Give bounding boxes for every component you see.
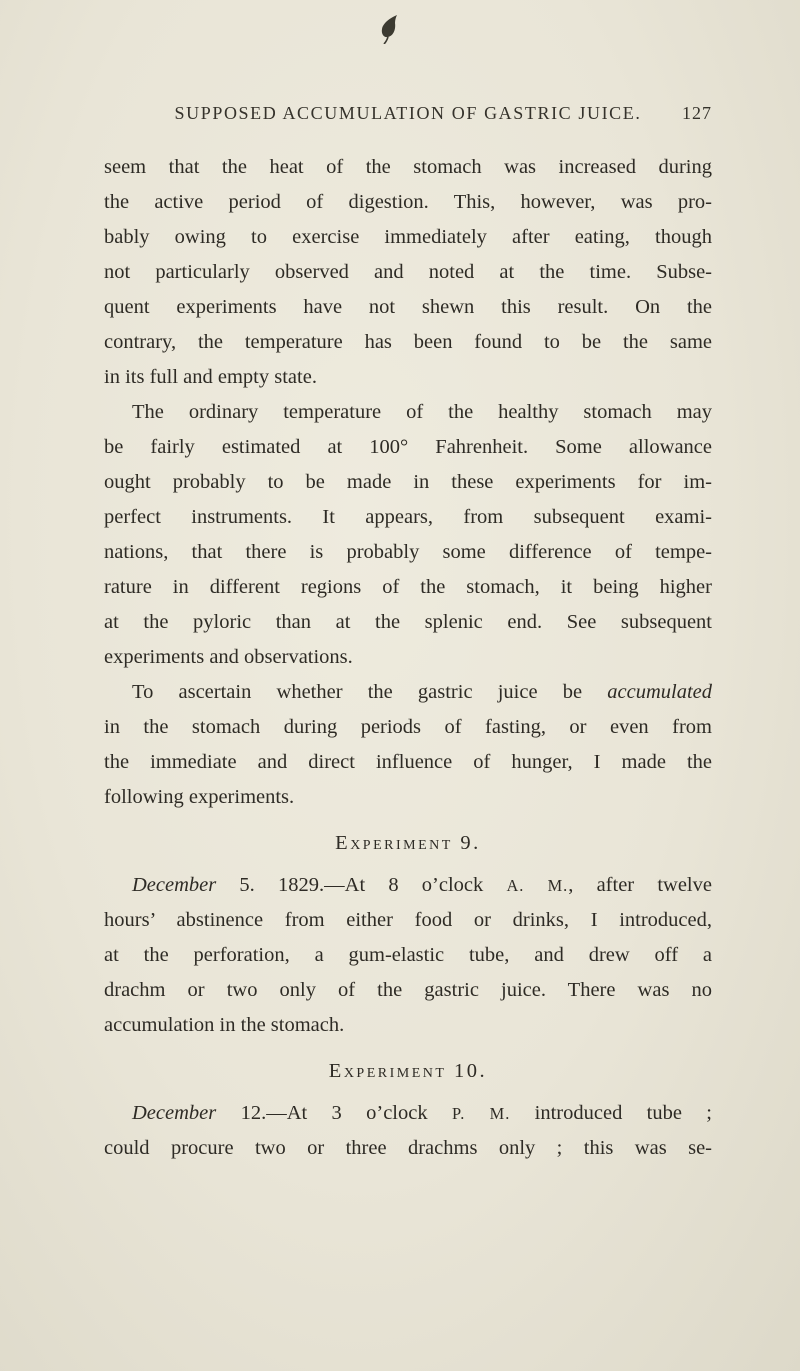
text-segment: , after twelve: [568, 874, 712, 896]
text-line: [104, 185, 712, 220]
text-line: [104, 360, 712, 395]
running-header-title: SUPPOSED ACCUMULATION OF GASTRIC JUICE.: [174, 103, 642, 123]
text-segment: drachm or two only of the gastric juice. There was no: [104, 979, 712, 1001]
text-segment: at the pyloric than at the splenic end. See subsequent: [104, 611, 712, 633]
text-segment: December: [132, 1102, 217, 1124]
text-segment: accumulated: [607, 681, 712, 703]
body-text: [104, 150, 712, 1166]
text-line: [104, 255, 712, 290]
text-segment: at the perforation, a gum-elastic tube, and drew off a: [104, 944, 712, 966]
text-segment: following experiments.: [104, 786, 295, 808]
text-line: [104, 1096, 712, 1131]
text-segment: ought probably to be made in these experiments for im-: [104, 471, 712, 493]
text-segment: rature in different regions of the stomach, it being higher: [104, 576, 712, 598]
text-line: [104, 710, 712, 745]
text-line: [104, 780, 712, 815]
text-segment: experiments and observations.: [104, 646, 353, 668]
experiment-heading: [104, 826, 712, 861]
text-line: [104, 605, 712, 640]
text-line: [104, 465, 712, 500]
text-line: [104, 325, 712, 360]
text-line: [104, 903, 712, 938]
text-segment: not particularly observed and noted at the time. Subse-: [104, 261, 712, 283]
text-line: [104, 535, 712, 570]
text-line: [104, 220, 712, 255]
text-segment: December: [132, 874, 217, 896]
text-line: [104, 1008, 712, 1043]
text-segment: the active period of digestion. This, however, was pro-: [104, 191, 712, 213]
text-line: [104, 570, 712, 605]
text-segment: Experiment 10.: [328, 1060, 488, 1082]
text-segment: contrary, the temperature has been found to be the same: [104, 331, 712, 353]
text-segment: seem that the heat of the stomach was increased during: [104, 156, 712, 178]
text-line: [104, 973, 712, 1008]
text-line: [104, 938, 712, 973]
text-segment: A. M.: [506, 876, 569, 895]
running-header: [104, 103, 712, 129]
fleuron-icon: [379, 14, 401, 44]
text-segment: accumulation in the stomach.: [104, 1014, 345, 1036]
text-line: [104, 868, 712, 903]
text-line: [104, 395, 712, 430]
text-segment: be fairly estimated at 100° Fahrenheit. Some allowance: [104, 436, 712, 458]
experiment-heading: [104, 1054, 712, 1089]
text-segment: 5. 1829.—At 8 o’clock: [216, 874, 507, 896]
text-line: [104, 640, 712, 675]
text-segment: in the stomach during periods of fasting, or even from: [104, 716, 712, 738]
page-number: 127: [682, 103, 712, 123]
text-line: [104, 500, 712, 535]
text-segment: in its full and empty state.: [104, 366, 317, 388]
text-segment: The ordinary temperature of the healthy stomach may: [132, 401, 712, 423]
text-segment: perfect instruments. It appears, from subsequent exami-: [104, 506, 712, 528]
text-segment: To ascertain whether the gastric juice be: [132, 681, 608, 703]
text-segment: introduced tube ;: [510, 1102, 712, 1124]
text-segment: P. M.: [451, 1104, 511, 1123]
text-segment: quent experiments have not shewn this result. On the: [104, 296, 712, 318]
text-segment: 12.—At 3 o’clock: [216, 1102, 452, 1124]
text-segment: nations, that there is probably some difference of tempe-: [104, 541, 712, 563]
text-line: [104, 1131, 712, 1166]
text-segment: hours’ abstinence from either food or drinks, I introduced,: [104, 909, 712, 931]
text-line: [104, 745, 712, 780]
text-segment: could procure two or three drachms only ; this was se-: [104, 1137, 712, 1159]
text-line: [104, 290, 712, 325]
text-segment: Experiment 9.: [335, 832, 481, 854]
text-line: [104, 150, 712, 185]
text-segment: the immediate and direct influence of hunger, I made the: [104, 751, 712, 773]
text-line: [104, 430, 712, 465]
text-segment: bably owing to exercise immediately after eating, though: [104, 226, 712, 248]
text-line: [104, 675, 712, 710]
